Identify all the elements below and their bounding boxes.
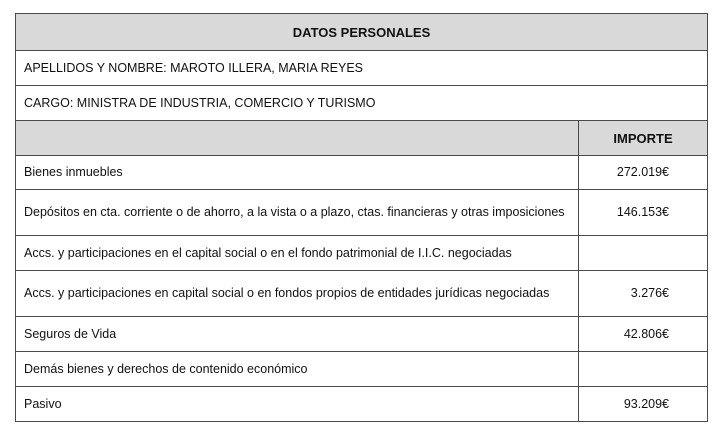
table-row [16, 387, 708, 422]
assets-table [15, 13, 708, 422]
row-concept: Bienes inmuebles [16, 156, 579, 190]
table-row [16, 317, 708, 352]
row-concept: Accs. y participaciones en el capital social o en el fondo patrimonial de I.I.C. negociadas [16, 236, 579, 271]
row-concept: Accs. y participaciones en capital social o en fondos propios de entidades jurídicas negociadas [16, 271, 579, 317]
row-amount: 272.019€ [579, 156, 708, 190]
row-amount: 146.153€ [579, 190, 708, 236]
row-amount: 42.806€ [579, 317, 708, 352]
declaration-form [15, 13, 707, 422]
name-line: APELLIDOS Y NOMBRE: MAROTO ILLERA, MARIA REYES [16, 51, 708, 86]
table-row [16, 352, 708, 387]
table-row [16, 156, 708, 190]
row-amount: 3.276€ [579, 271, 708, 317]
row-amount: 93.209€ [579, 387, 708, 422]
row-concept: Pasivo [16, 387, 579, 422]
row-concept: Demás bienes y derechos de contenido económico [16, 352, 579, 387]
amount-header: IMPORTE [579, 121, 708, 156]
table-row [16, 271, 708, 317]
section-header-row [16, 14, 708, 51]
name-row [16, 51, 708, 86]
row-concept: Depósitos en cta. corriente o de ahorro, a la vista o a plazo, ctas. financieras y otras imposiciones [16, 190, 579, 236]
position-line: CARGO: MINISTRA DE INDUSTRIA, COMERCIO Y TURISMO [16, 86, 708, 121]
row-concept: Seguros de Vida [16, 317, 579, 352]
table-row [16, 236, 708, 271]
concept-header-cell [16, 121, 579, 156]
row-amount [579, 352, 708, 387]
column-header-row [16, 121, 708, 156]
position-row [16, 86, 708, 121]
section-title: DATOS PERSONALES [16, 14, 708, 51]
table-row [16, 190, 708, 236]
row-amount [579, 236, 708, 271]
